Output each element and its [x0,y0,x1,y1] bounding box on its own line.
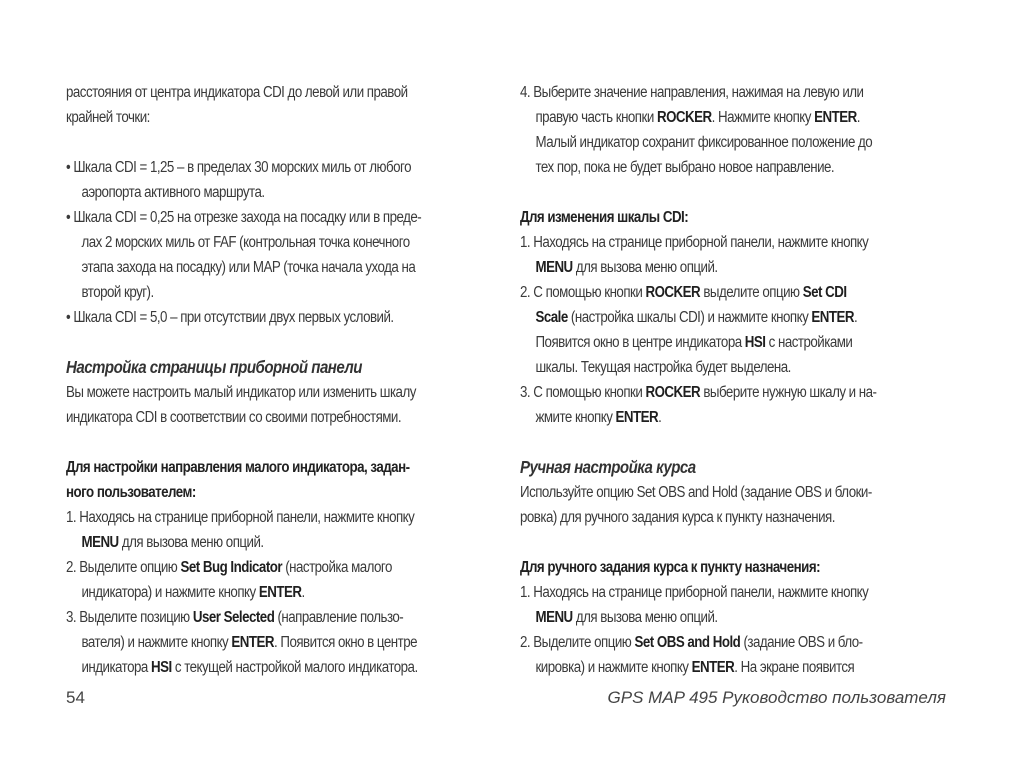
text-segment: выделите опцию [700,284,803,301]
page-number: 54 [66,688,85,707]
text-line [520,155,898,180]
text-segment: Для ручного задания курса к пункту назначения: [520,559,821,576]
text-segment: . [854,309,858,326]
keyword: HSI [744,334,766,351]
text-segment: шкалы. Текущая настройка будет выделена. [535,359,791,376]
text-line [520,655,898,680]
text-line [66,230,444,255]
text-segment: вателя) и нажмите кнопку [81,634,232,651]
text-segment: жмите кнопку [535,409,616,426]
text-segment: 2. Выделите опцию [520,634,635,651]
text-block [520,455,960,530]
text-segment: . Появится окно в центре [274,634,418,651]
text-line [520,80,898,105]
keyword: ENTER [615,409,659,426]
text-segment: (задание OBS и бло- [740,634,863,651]
text-line [66,305,444,330]
footer-title: GPS MAP 495 Руководство пользователя [607,688,946,707]
text-line [66,205,444,230]
text-segment: Настройка страницы приборной панели [66,357,362,377]
text-segment: аэропорта активного маршрута. [81,184,265,201]
keyword: ENTER [811,309,855,326]
keyword: MENU [535,259,573,276]
text-line [520,255,898,280]
text-segment: крайней точки: [66,109,150,126]
text-segment: второй круг). [81,284,154,301]
text-segment: Для настройки направления малого индикатора, задан- [66,459,410,476]
text-segment: для вызова меню опций. [118,534,264,551]
text-line [66,180,444,205]
text-segment: (направление пользо- [274,609,404,626]
text-segment: 1. Находясь на странице приборной панели, нажмите кнопку [520,234,869,251]
text-segment: выберите нужную шкалу и на- [700,384,877,401]
text-segment: с настройками [765,334,853,351]
text-line [520,230,898,255]
text-segment: для вызова меню опций. [572,609,718,626]
keyword: User Selected [192,609,275,626]
text-segment: (настройка шкалы CDI) и нажмите кнопку [567,309,812,326]
text-segment: (настройка малого [282,559,392,576]
text-line [66,580,444,605]
text-segment: . Нажмите кнопку [711,109,815,126]
text-segment: Вы можете настроить малый индикатор или изменить шкалу [66,384,416,401]
text-segment: . На экране появится [734,659,855,676]
text-line [520,380,898,405]
text-segment: • Шкала CDI = 5,0 – при отсутствии двух первых условий. [66,309,394,326]
keyword: ROCKER [645,384,701,401]
text-segment: с текущей настройкой малого индикатора. [171,659,418,676]
text-segment: 1. Находясь на странице приборной панели, нажмите кнопку [66,509,415,526]
text-block [66,455,506,680]
text-line [66,380,444,405]
text-segment: этапа захода на посадку) или MAP (точка начала ухода на [81,259,416,276]
text-segment: индикатора CDI в соответствии со своими потребностями. [66,409,402,426]
text-segment: . [856,109,860,126]
text-line [66,605,444,630]
text-block [66,355,506,430]
text-block [520,555,960,680]
right-column [520,80,960,705]
procedure-heading [520,205,898,230]
keyword: ROCKER [656,109,712,126]
keyword: ENTER [691,659,735,676]
text-line [66,530,444,555]
keyword: HSI [150,659,172,676]
text-segment: индикатора) и нажмите кнопку [81,584,259,601]
text-segment: ного пользователем: [66,484,196,501]
text-block [66,155,506,330]
text-segment: тех пор, пока не будет выбрано новое направление. [535,159,835,176]
keyword: ROCKER [645,284,701,301]
text-line [520,305,898,330]
text-segment: 2. Выделите опцию [66,559,181,576]
text-line [66,630,444,655]
text-segment: кировка) и нажмите кнопку [535,659,692,676]
keyword: ENTER [814,109,857,126]
text-line [520,405,898,430]
text-line [66,80,444,105]
keyword: Set OBS and Hold [634,634,741,651]
text-line [66,405,444,430]
text-line [520,355,898,380]
keyword: MENU [81,534,119,551]
text-line [66,555,444,580]
procedure-heading [520,555,898,580]
text-line [520,580,898,605]
text-segment: 3. Выделите позицию [66,609,193,626]
text-line [520,630,898,655]
text-line [66,105,444,130]
text-line [520,480,898,505]
left-column [66,80,506,705]
keyword: MENU [535,609,573,626]
text-segment: Для изменения шкалы CDI: [520,209,689,226]
keyword: ENTER [258,584,302,601]
procedure-heading [66,455,444,480]
section-title [66,355,444,380]
text-line [66,255,444,280]
text-line [520,105,898,130]
procedure-heading [66,480,444,505]
keyword: ENTER [231,634,275,651]
text-segment: лах 2 морских миль от FAF (контрольная точка конечного [81,234,410,251]
text-line [520,330,898,355]
keyword: Set CDI [802,284,847,301]
text-line [66,155,444,180]
keyword: Set Bug Indicator [180,559,283,576]
text-block [520,80,960,180]
text-segment: Ручная настройка курса [520,457,696,477]
text-segment: 1. Находясь на странице приборной панели, нажмите кнопку [520,584,869,601]
text-segment: Используйте опцию Set OBS and Hold (задание OBS и блоки- [520,484,872,501]
text-segment: для вызова меню опций. [572,259,718,276]
text-segment: • Шкала CDI = 1,25 – в пределах 30 морских миль от любого [66,159,411,176]
text-line [66,655,444,680]
text-segment: • Шкала CDI = 0,25 на отрезке захода на посадку или в преде- [66,209,422,226]
text-line [66,280,444,305]
text-segment: правую часть кнопки [535,109,657,126]
text-segment: . [301,584,305,601]
keyword: Scale [535,309,568,326]
text-line [66,505,444,530]
text-segment: 2. С помощью кнопки [520,284,646,301]
text-segment: . [658,409,662,426]
text-line [520,605,898,630]
text-block [66,80,506,130]
text-line [520,130,898,155]
text-segment: 4. Выберите значение направления, нажимая на левую или [520,84,864,101]
section-title [520,455,898,480]
text-line [520,505,898,530]
text-segment: индикатора [81,659,151,676]
text-line [520,280,898,305]
text-segment: ровка) для ручного задания курса к пункту назначения. [520,509,835,526]
text-segment: Малый индикатор сохранит фиксированное положение до [535,134,873,151]
text-block [520,205,960,430]
text-segment: расстояния от центра индикатора CDI до левой или правой [66,84,408,101]
text-segment: Появится окно в центре индикатора [535,334,745,351]
text-segment: 3. С помощью кнопки [520,384,646,401]
